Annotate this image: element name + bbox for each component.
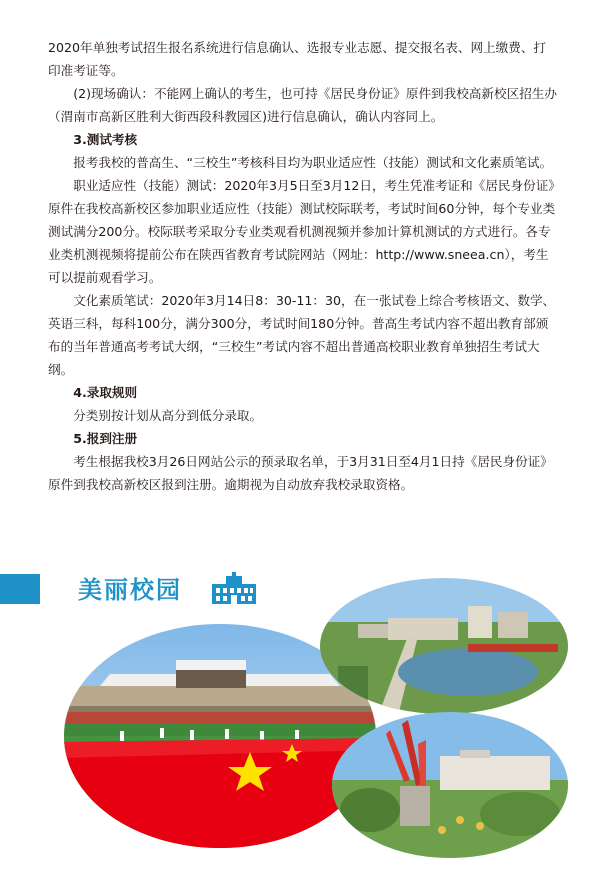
heading-registration: 5.报到注册: [73, 431, 138, 446]
paragraph-registration: 考生根据我校3月26日网站公示的预录取名单，于3月31日至4月1日持《居民身份证》原件到我校高新校区报到注册。逾期视为自动放弃我校录取资格。: [48, 454, 553, 492]
gallery-title: 美丽校园: [78, 576, 182, 604]
campus-aerial-photo: [318, 576, 570, 716]
heading-testing: 3.测试考核: [73, 132, 138, 147]
paragraph-onsite-confirmation: (2)现场确认：不能网上确认的考生，也可持《居民身份证》原件到我校高新校区招生办（渭南市高新区胜利大街西段科教园区)进行信息确认，确认内容同上。: [48, 86, 557, 124]
paragraph-skills-test: 职业适应性（技能）测试：2020年3月5日至3月12日，考生凭准考证和《居民身份证》原件在我校高新校区参加职业适应性（技能）测试校际联考，考试时间60分钟，每个专业类测试满分200分。校际联考采取分专业类观看机测视频并参加计算机测试的方式进行。各专业类机测视频将提前公布在陕西省教育考试院网站（网址：http://www.sneea.cn），考生可以提前观看学习。: [48, 178, 556, 285]
article-body: [48, 36, 558, 496]
paragraph-registration-steps: 2020年单独考试招生报名系统进行信息确认、选报专业志愿、提交报名表、网上缴费、打印准考证等。: [48, 40, 547, 78]
section-band: [0, 574, 40, 604]
heading-admission-rules: 4.录取规则: [73, 385, 138, 400]
sculpture-photo: [330, 710, 570, 860]
paragraph-test-subjects: 报考我校的普高生、“三校生”考核科目均为职业适应性（技能）测试和文化素质笔试。: [73, 155, 553, 170]
building-icon: [210, 572, 258, 610]
paragraph-admission-rules: 分类别按计划从高分到低分录取。: [73, 408, 263, 423]
paragraph-written-test: 文化素质笔试：2020年3月14日8：30-11：30，在一张试卷上综合考核语文、数学、英语三科，每科100分，满分300分，考试时间180分钟。普高生考试内容不超出教育部颁布的当年普通高考考试大纲，“三校生”考试内容不超出普通高校职业教育单独招生考试大纲。: [48, 293, 556, 377]
